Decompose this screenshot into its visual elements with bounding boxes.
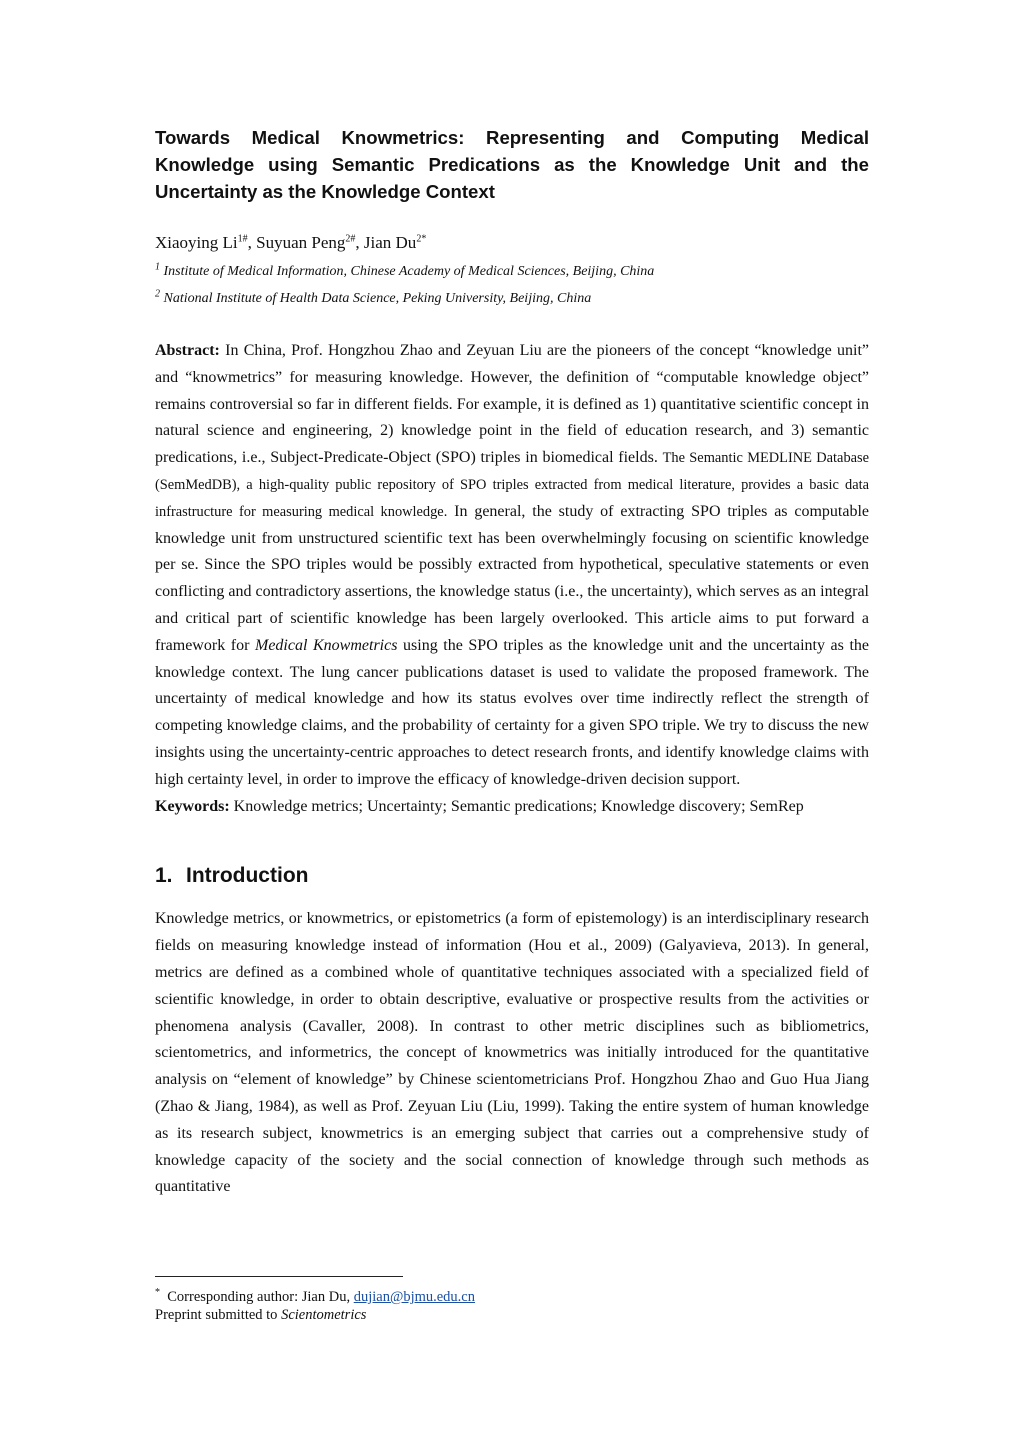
keywords-label: Keywords: [155, 797, 230, 815]
paper-page [155, 124, 869, 1217]
affiliation-text: National Institute of Health Data Science, Peking University, Beijing, China [163, 291, 592, 306]
affiliation-number: 1 [155, 261, 160, 273]
affiliation [155, 290, 869, 308]
footnote-divider [155, 1276, 403, 1277]
affiliation-text: Institute of Medical Information, Chinese Academy of Medical Sciences, Beijing, China [163, 264, 655, 279]
section-heading-introduction [155, 862, 869, 890]
abstract-italic-term: Medical Knowmetrics [255, 636, 398, 654]
author-name: Jian Du [363, 233, 417, 252]
author-superscript: 2# [345, 233, 356, 245]
author-superscript: 2* [416, 233, 427, 245]
introduction-paragraph: Knowledge metrics, or knowmetrics, or epistometrics (a form of epistemology) is an interdisciplinary research fields on measuring knowledge instead of information (Hou et al., 2009) (Galyavieva, 2013). In general, metrics are defined as a combined whole of quantitative techniques associated with a specialized field of scientific knowledge, in order to obtain descriptive, evaluative or prospective results from the activities or phenomena analysis (Cavaller, 2008). In contrast to other metric disciplines such as bibliometrics, scientometrics, and informetrics, the concept of knowmetrics was initially introduced for the quantitative analysis on “element of knowledge” by Chinese scientometricians Prof. Hongzhou Zhao and Guo Hua Jiang (Zhao & Jiang, 1984), as well as Prof. Zeyuan Liu (Liu, 1999). Taking the entire system of human knowledge as its research subject, knowmetrics is an emerging subject that carries out a comprehensive study of knowledge capacity of the society and the social connection of knowledge through such methods as quantitative [155, 910, 869, 1196]
section-number: 1. [155, 864, 173, 888]
affiliation-number: 2 [155, 288, 160, 300]
author-name: Suyuan Peng [256, 233, 346, 252]
journal-name: Scientometrics [281, 1307, 367, 1323]
author-name: Xiaoying Li [155, 233, 238, 252]
keywords-text: Knowledge metrics; Uncertainty; Semantic predications; Knowledge discovery; SemRep [233, 797, 804, 815]
keywords [155, 794, 869, 821]
section-title: Introduction [186, 864, 309, 888]
preprint-label: Preprint submitted to [155, 1307, 278, 1323]
corresponding-author-note [155, 1288, 475, 1306]
affiliation [155, 263, 869, 281]
abstract [155, 338, 869, 794]
abstract-text: In China, Prof. Hongzhou Zhao and Zeyuan Liu are the pioneers of the concept “knowledge unit” and “knowmetrics” for measuring knowledge. However, the definition of “computable knowledge object” remains controversial so far in different fields. For example, it is defined as 1) quantitative scientific concept in natural science and engineering, 2) knowledge point in the field of education research, and 3) semantic predications, i.e., Subject-Predicate-Object (SPO) triples in biomedical fields. [155, 342, 869, 467]
email-link[interactable]: dujian@bjmu.edu.cn [353, 1289, 475, 1305]
abstract-text: using the SPO triples as the knowledge unit and the uncertainty as the knowledge context. The lung cancer publications dataset is used to validate the proposed framework. The uncertainty of medical knowledge and how its status evolves over time indirectly reflect the strength of competing knowledge claims, and the probability of certainty for a given SPO triple. We try to discuss the new insights using the uncertainty-centric approaches to detect research fronts, and identify knowledge claims with high certainty level, in order to improve the efficacy of knowledge-driven decision support. [155, 636, 869, 788]
abstract-label: Abstract: [155, 342, 220, 359]
paper-title: Towards Medical Knowmetrics: Representing and Computing Medical Knowledge using Semantic Predications as the Knowledge Unit and the Uncertainty as the Knowledge Context [155, 127, 869, 202]
author-superscript: 1# [237, 233, 248, 245]
abstract-text-small: The Semantic MEDLINE Database (SemMedDB), a high-quality public repository of SPO triples extracted from medical literature, provides a basic data infrastructure for measuring medical knowledge. [155, 450, 870, 520]
footnotes [155, 1288, 475, 1324]
author-list: Xiaoying $Li^{1\#}$, Suyuan Peng$^{2\#}$, Jian $Du^{2*}$ [155, 233, 427, 252]
footnote-marker: * [155, 1287, 160, 1299]
corresponding-label: Corresponding author: Jian Du, [167, 1289, 351, 1305]
preprint-note [155, 1306, 475, 1324]
abstract-text: In general, the study of extracting SPO triples as computable knowledge unit from unstructured scientific text has been overwhelmingly focusing on scientific knowledge per se. Since the SPO triples would be possibly extracted from hypothetical, speculative statements or even conflicting and contradictory assertions, the knowledge status (i.e., the uncertainty), which serves as an integral and critical part of scientific knowledge has been largely overlooked. This article aims to put forward a framework for [155, 502, 870, 654]
